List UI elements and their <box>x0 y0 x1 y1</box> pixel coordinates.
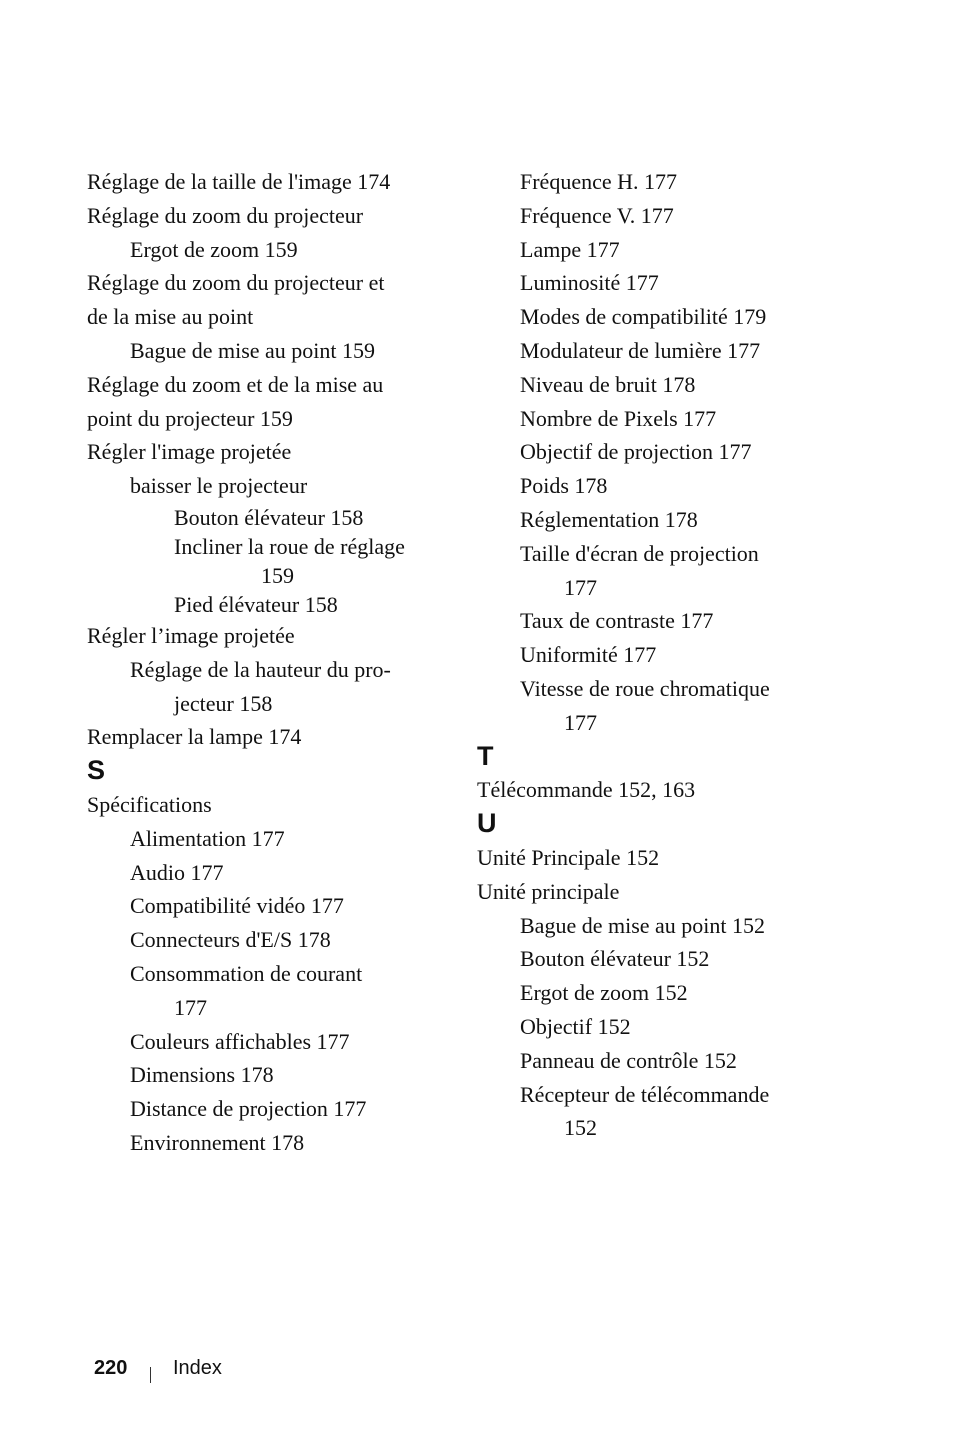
index-subentry: Pied élévateur 158 <box>174 591 338 617</box>
index-subentry: Ergot de zoom 152 <box>520 980 688 1006</box>
index-subentry: Réglage de la hauteur du pro- <box>130 656 391 682</box>
index-subentry: Bouton élévateur 158 <box>174 504 364 530</box>
index-entry-continuation: 152 <box>564 1115 597 1141</box>
index-subentry: Panneau de contrôle 152 <box>520 1047 737 1073</box>
index-entry-continuation: 159 <box>261 562 294 588</box>
index-entry: Régler l’image projetée <box>87 622 295 648</box>
index-entry-continuation: 177 <box>174 994 207 1020</box>
index-entry: Réglage du zoom du projecteur et <box>87 270 385 296</box>
page-number: 220 <box>94 1357 128 1379</box>
index-subentry: Modes de compatibilité 179 <box>520 304 767 330</box>
index-subentry: Taux de contraste 177 <box>520 608 714 634</box>
index-subentry: Bouton élévateur 152 <box>520 946 710 972</box>
index-subentry: Environnement 178 <box>130 1129 305 1155</box>
index-subentry: Fréquence V. 177 <box>520 202 674 228</box>
index-subentry: Consommation de courant <box>130 960 363 986</box>
index-subentry: Distance de projection 177 <box>130 1096 367 1122</box>
footer-separator <box>150 1367 151 1383</box>
index-entry: Unité Principale 152 <box>477 844 660 870</box>
index-entry: de la mise au point <box>87 304 254 330</box>
index-subentry: Objectif de projection 177 <box>520 439 752 465</box>
index-subentry: Bague de mise au point 152 <box>520 912 766 938</box>
index-subentry: Compatibilité vidéo 177 <box>130 893 344 919</box>
section-letter-heading: T <box>477 740 494 771</box>
index-subentry: Fréquence H. 177 <box>520 169 678 194</box>
index-subentry: Niveau de bruit 178 <box>520 371 696 397</box>
index-subentry: Poids 178 <box>520 473 608 499</box>
index-subentry: Incliner la roue de réglage <box>174 533 405 559</box>
index-entry: Réglage du zoom et de la mise au <box>87 371 384 397</box>
index-entry: Unité principale <box>477 878 620 904</box>
index-entry-continuation: 177 <box>564 709 597 735</box>
index-column-right <box>477 165 837 1145</box>
index-entry: Régler l'image projetée <box>87 439 292 465</box>
index-column-left <box>87 165 447 1160</box>
index-subentry: Uniformité 177 <box>520 642 657 668</box>
index-subentry: Couleurs affichables 177 <box>130 1028 350 1054</box>
section-letter-heading: S <box>87 755 106 786</box>
index-subentry: Récepteur de télécommande <box>520 1081 770 1107</box>
index-subentry: Dimensions 178 <box>130 1062 274 1088</box>
index-entry-continuation: 177 <box>564 574 597 600</box>
section-label: Index <box>173 1357 222 1379</box>
index-entry: Réglage de la taille de l'image 174 <box>87 169 391 194</box>
index-entry-continuation: jecteur 158 <box>174 690 273 716</box>
index-subentry: Objectif 152 <box>520 1013 631 1039</box>
index-subentry: baisser le projecteur <box>130 473 308 499</box>
index-entry: Réglage du zoom du projecteur <box>87 202 364 228</box>
index-subentry: Taille d'écran de projection <box>520 540 759 566</box>
index-subentry: Lampe 177 <box>520 236 620 262</box>
index-entry: Remplacer la lampe 174 <box>87 724 302 750</box>
index-subentry: Réglementation 178 <box>520 506 698 532</box>
index-subentry: Ergot de zoom 159 <box>130 236 298 262</box>
index-subentry: Modulateur de lumière 177 <box>520 337 761 363</box>
index-subentry: Luminosité 177 <box>520 270 659 296</box>
index-subentry: Bague de mise au point 159 <box>130 337 376 363</box>
index-subentry: Nombre de Pixels 177 <box>520 405 717 431</box>
index-entry: Télécommande 152, 163 <box>477 777 696 803</box>
index-entry: Spécifications <box>87 791 212 817</box>
section-letter-heading: U <box>477 808 497 839</box>
index-subentry: Audio 177 <box>130 859 224 885</box>
index-subentry: Connecteurs d'E/S 178 <box>130 927 331 953</box>
index-subentry: Vitesse de roue chromatique <box>520 675 770 701</box>
index-entry: point du projecteur 159 <box>87 405 293 431</box>
index-subentry: Alimentation 177 <box>130 825 285 851</box>
